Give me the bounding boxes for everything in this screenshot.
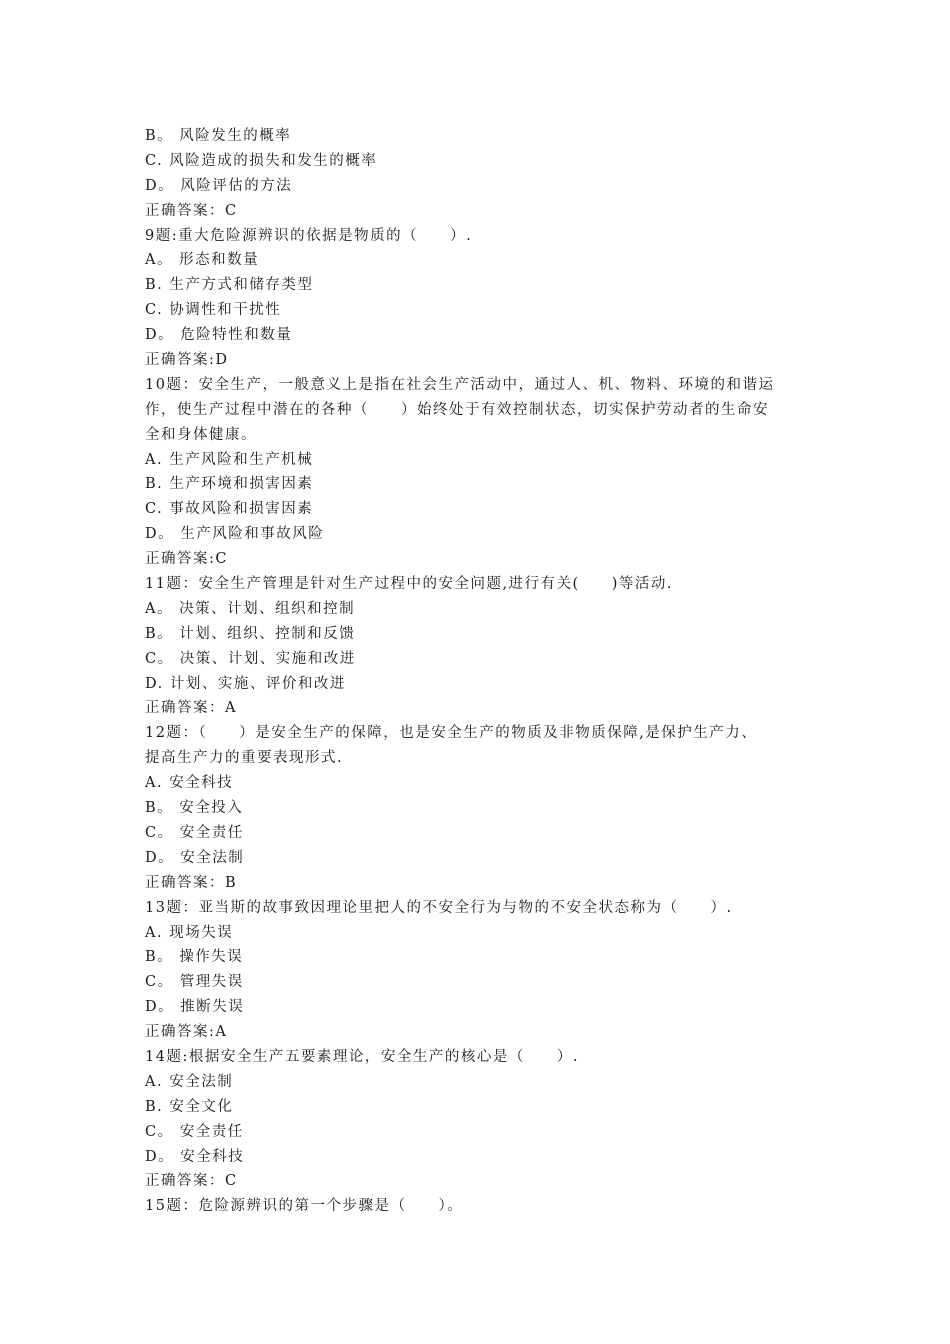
question-14	[145, 1045, 805, 1194]
question-12	[145, 721, 805, 895]
question-10	[145, 373, 805, 572]
question-text-line-3: 全和身体健康。	[145, 426, 257, 443]
question-9	[145, 224, 805, 373]
option-b: B. 安全文化	[145, 1098, 234, 1115]
answer: 正确答案:C	[145, 551, 228, 568]
document-page	[145, 124, 805, 1219]
option-c-prev: C. 风险造成的损失和发生的概率	[145, 152, 378, 169]
option-a: A. 现场失误	[145, 924, 234, 941]
answer: 正确答案：A	[145, 700, 237, 717]
question-text-line-2: 提高生产力的重要表现形式.	[145, 750, 344, 767]
option-c: C。 安全责任	[145, 1123, 244, 1140]
question-15	[145, 1194, 805, 1219]
answer: 正确答案:A	[145, 1024, 228, 1041]
option-c: C。 安全责任	[145, 824, 244, 841]
question-text-line-1: 10题：安全生产，一般意义上是指在社会生产活动中，通过人、机、物料、环境的和谐运	[145, 376, 775, 393]
option-b: B。 安全投入	[145, 800, 244, 817]
option-a: A. 安全科技	[145, 775, 234, 792]
question-text: 15题：危险源辨识的第一个步骤是（ ）。	[145, 1198, 464, 1215]
option-a: A。 形态和数量	[145, 252, 260, 269]
answer: 正确答案：B	[145, 874, 238, 891]
answer: 正确答案:D	[145, 352, 229, 369]
question-text: 13题：亚当斯的故事致因理论里把人的不安全行为与物的不安全状态称为（ ）.	[145, 899, 733, 916]
question-text: 14题:根据安全生产五要素理论，安全生产的核心是（ ）.	[145, 1048, 579, 1065]
option-c: C。 管理失误	[145, 974, 244, 991]
option-c: C. 事故风险和损害因素	[145, 501, 314, 518]
option-d: D。 生产风险和事故风险	[145, 526, 325, 543]
option-c: C。 决策、计划、实施和改进	[145, 650, 356, 667]
question-text: 11题：安全生产管理是针对生产过程中的安全问题,进行有关( )等活动.	[145, 576, 673, 593]
option-d: D. 计划、实施、评价和改进	[145, 675, 346, 692]
question-13	[145, 896, 805, 1045]
question-11	[145, 572, 805, 721]
option-b: B. 生产环境和损害因素	[145, 476, 314, 493]
option-d: D。 危险特性和数量	[145, 327, 293, 344]
option-a: A。 决策、计划、组织和控制	[145, 600, 356, 617]
answer: 正确答案：C	[145, 1173, 238, 1190]
option-b: B. 生产方式和储存类型	[145, 277, 314, 294]
answer-prev: 正确答案：C	[145, 202, 238, 219]
option-d-prev: D。 风险评估的方法	[145, 177, 293, 194]
question-text-line-2: 作，使生产过程中潜在的各种（ ）始终处于有效控制状态，切实保护劳动者的生命安	[145, 401, 769, 418]
option-d: D。 安全科技	[145, 1148, 245, 1165]
question-text: 9题:重大危险源辨识的依据是物质的（ ）.	[145, 227, 473, 244]
option-b: B。 操作失误	[145, 949, 244, 966]
option-c: C. 协调性和干扰性	[145, 302, 282, 319]
option-b-prev: B。 风险发生的概率	[145, 128, 292, 144]
option-a: A. 安全法制	[145, 1073, 234, 1090]
option-d: D。 推断失误	[145, 999, 245, 1016]
option-d: D。 安全法制	[145, 849, 245, 866]
option-a: A. 生产风险和生产机械	[145, 451, 314, 468]
option-b: B。 计划、组织、控制和反馈	[145, 625, 356, 642]
question-text-line-1: 12题：（ ）是安全生产的保障，也是安全生产的物质及非物质保障,是保护生产力、	[145, 725, 758, 742]
